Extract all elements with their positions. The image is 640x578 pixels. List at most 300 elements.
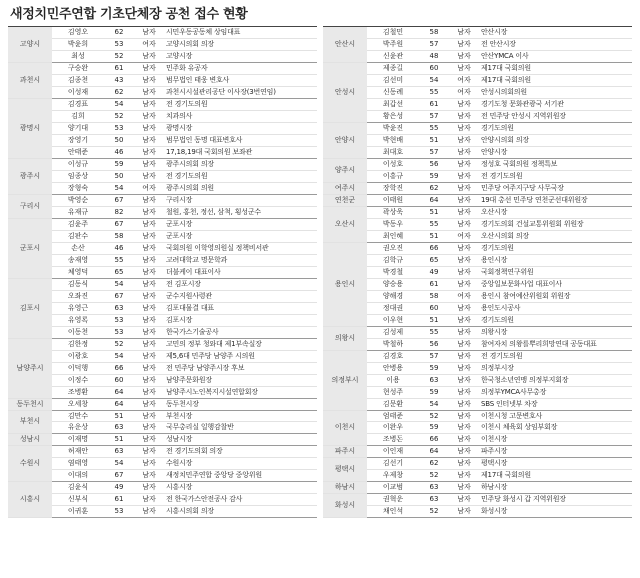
table-row — [8, 350, 317, 362]
age-cell: 52 — [104, 50, 134, 62]
region-cell: 동두천시 — [8, 398, 52, 410]
region-cell: 의정부시 — [323, 350, 367, 410]
gender-cell: 남자 — [134, 242, 164, 254]
name-cell: 장영기 — [52, 134, 104, 146]
region-cell: 여주시 — [323, 182, 367, 194]
gender-cell: 남자 — [134, 374, 164, 386]
gender-cell: 남자 — [134, 434, 164, 446]
gender-cell: 남자 — [134, 206, 164, 218]
region-cell: 수원시 — [8, 446, 52, 482]
career-cell: 군수지원사령관 — [164, 290, 317, 302]
career-cell: 민주화 유공자 — [164, 62, 317, 74]
name-cell: 이재명 — [52, 434, 104, 446]
career-cell: 시민우동공동체 상임대표 — [164, 27, 317, 39]
gender-cell: 남자 — [449, 134, 479, 146]
name-cell: 박현배 — [367, 134, 419, 146]
career-cell: 제17대 국회의원 — [479, 74, 632, 86]
table-row — [8, 458, 317, 470]
name-cell: 오좌진 — [52, 290, 104, 302]
table-row — [8, 50, 317, 62]
career-cell: 광명시장 — [164, 122, 317, 134]
gender-cell: 남자 — [449, 398, 479, 410]
gender-cell: 남자 — [134, 338, 164, 350]
age-cell: 66 — [419, 434, 449, 446]
table-row — [323, 122, 632, 134]
age-cell: 64 — [104, 386, 134, 398]
age-cell: 63 — [104, 422, 134, 434]
gender-cell: 남자 — [134, 254, 164, 266]
gender-cell: 남자 — [134, 110, 164, 122]
gender-cell: 남자 — [449, 434, 479, 446]
career-cell: 고양시장 — [164, 50, 317, 62]
career-cell: 이천시장 — [479, 434, 632, 446]
gender-cell: 남자 — [134, 86, 164, 98]
age-cell: 55 — [419, 326, 449, 338]
gender-cell: 남자 — [134, 134, 164, 146]
age-cell: 49 — [104, 482, 134, 494]
gender-cell: 남자 — [449, 206, 479, 218]
name-cell: 정대권 — [367, 302, 419, 314]
age-cell: 53 — [104, 38, 134, 50]
table-row — [8, 482, 317, 494]
age-cell: 57 — [419, 110, 449, 122]
table-row — [8, 86, 317, 98]
name-cell: 김영오 — [52, 27, 104, 39]
name-cell: 허재안 — [52, 446, 104, 458]
table-row — [323, 386, 632, 398]
table-row — [8, 206, 317, 218]
gender-cell: 남자 — [134, 278, 164, 290]
table-row — [8, 170, 317, 182]
name-cell: 김성제 — [367, 326, 419, 338]
age-cell: 51 — [419, 230, 449, 242]
table-row — [323, 398, 632, 410]
name-cell: 장학진 — [367, 182, 419, 194]
table-row — [323, 446, 632, 458]
table-row — [8, 218, 317, 230]
name-cell: 채인석 — [367, 506, 419, 518]
table-row — [323, 38, 632, 50]
region-cell: 김포시 — [8, 278, 52, 338]
career-cell: 더불케이 대표이사 — [164, 266, 317, 278]
gender-cell: 남자 — [134, 146, 164, 158]
table-row — [8, 278, 317, 290]
region-cell: 의왕시 — [323, 326, 367, 350]
table-row — [8, 494, 317, 506]
table-row — [8, 230, 317, 242]
career-cell: 부천시장 — [164, 410, 317, 422]
name-cell: 이덕행 — [52, 362, 104, 374]
name-cell: 권혁운 — [367, 494, 419, 506]
age-cell: 59 — [104, 158, 134, 170]
gender-cell: 여자 — [134, 182, 164, 194]
table-row — [323, 182, 632, 194]
gender-cell: 남자 — [134, 50, 164, 62]
gender-cell: 남자 — [134, 218, 164, 230]
gender-cell: 남자 — [449, 422, 479, 434]
table-row — [8, 158, 317, 170]
table-row — [323, 350, 632, 362]
name-cell: 유영록 — [52, 314, 104, 326]
region-cell: 오산시 — [323, 206, 367, 242]
age-cell: 65 — [419, 254, 449, 266]
table-row — [323, 74, 632, 86]
gender-cell: 남자 — [134, 482, 164, 494]
gender-cell: 남자 — [449, 494, 479, 506]
name-cell: 유재규 — [52, 206, 104, 218]
age-cell: 66 — [104, 362, 134, 374]
career-cell: 전 경기도의원 — [164, 170, 317, 182]
name-cell: 이완우 — [367, 422, 419, 434]
gender-cell: 여자 — [449, 86, 479, 98]
career-cell: 동두천시장 — [164, 398, 317, 410]
name-cell: 송재영 — [52, 254, 104, 266]
region-cell: 남양주시 — [8, 338, 52, 398]
name-cell: 권오진 — [367, 242, 419, 254]
career-cell: 의정부시장 — [479, 362, 632, 374]
age-cell: 60 — [419, 62, 449, 74]
table-row — [323, 338, 632, 350]
career-cell: 경기도의원 — [479, 122, 632, 134]
name-cell: 박주원 — [367, 38, 419, 50]
table-row — [8, 422, 317, 434]
gender-cell: 남자 — [449, 362, 479, 374]
career-cell: 고민의 정부 청와대 제1부속실장 — [164, 338, 317, 350]
table-row — [8, 134, 317, 146]
career-cell: 전 김포시장 — [164, 278, 317, 290]
name-cell: 이태원 — [367, 194, 419, 206]
age-cell: 62 — [104, 27, 134, 39]
name-cell: 이동천 — [52, 326, 104, 338]
career-cell: 화성시장 — [479, 506, 632, 518]
table-row — [323, 374, 632, 386]
age-cell: 57 — [419, 350, 449, 362]
table-row — [323, 110, 632, 122]
age-cell: 51 — [104, 410, 134, 422]
name-cell: 이정수 — [52, 374, 104, 386]
career-cell: 안양시장 — [479, 146, 632, 158]
age-cell: 67 — [104, 470, 134, 482]
age-cell: 55 — [104, 254, 134, 266]
table-row — [323, 86, 632, 98]
gender-cell: 남자 — [449, 350, 479, 362]
career-cell: 범무법인 태웅 변호사 — [164, 74, 317, 86]
gender-cell: 남자 — [134, 326, 164, 338]
age-cell: 57 — [419, 146, 449, 158]
table-row — [323, 230, 632, 242]
table-row — [323, 242, 632, 254]
age-cell: 54 — [104, 350, 134, 362]
career-cell: 전 경기도의회 의장 — [164, 446, 317, 458]
career-cell: 광주시의회 의장 — [164, 158, 317, 170]
table-row — [8, 182, 317, 194]
name-cell: 박경철 — [367, 266, 419, 278]
name-cell: 이교범 — [367, 482, 419, 494]
name-cell: 김철민 — [367, 27, 419, 39]
name-cell: 김선미 — [367, 74, 419, 86]
career-cell: 민주당 화성시 갑 지역위원장 — [479, 494, 632, 506]
career-cell: 경기도의원 — [479, 242, 632, 254]
career-cell: 하남시장 — [479, 482, 632, 494]
career-cell: 19대 총선 민주당 연천군선대위원장 — [479, 194, 632, 206]
table-row — [8, 446, 317, 458]
age-cell: 65 — [104, 266, 134, 278]
name-cell: 손산 — [52, 242, 104, 254]
name-cell: 임종상 — [52, 170, 104, 182]
career-cell: 오산시의회 의장 — [479, 230, 632, 242]
table-row — [323, 290, 632, 302]
region-cell: 화성시 — [323, 494, 367, 518]
name-cell: 박영순 — [52, 194, 104, 206]
region-cell: 시흥시 — [8, 482, 52, 518]
table-row — [8, 62, 317, 74]
gender-cell: 남자 — [134, 158, 164, 170]
career-cell: 의왕시장 — [479, 326, 632, 338]
name-cell: 박윤희 — [52, 38, 104, 50]
age-cell: 53 — [104, 122, 134, 134]
name-cell: 유운상 — [52, 422, 104, 434]
name-cell: 장형숙 — [52, 182, 104, 194]
age-cell: 52 — [104, 110, 134, 122]
gender-cell: 남자 — [134, 494, 164, 506]
age-cell: 61 — [419, 278, 449, 290]
age-cell: 56 — [419, 338, 449, 350]
career-cell: 안성시의회의원 — [479, 86, 632, 98]
region-cell: 하남시 — [323, 482, 367, 494]
age-cell: 55 — [419, 86, 449, 98]
table-row — [323, 470, 632, 482]
region-cell: 용인시 — [323, 242, 367, 326]
name-cell: 구승완 — [52, 62, 104, 74]
age-cell: 54 — [104, 98, 134, 110]
gender-cell: 남자 — [449, 386, 479, 398]
career-cell: 안산YMCA 이사 — [479, 50, 632, 62]
gender-cell: 남자 — [449, 110, 479, 122]
region-cell: 안산시 — [323, 27, 367, 63]
table-row — [323, 494, 632, 506]
career-cell: 철원, 홍천, 정선, 삼척, 횡성군수 — [164, 206, 317, 218]
table-row — [323, 482, 632, 494]
age-cell: 62 — [104, 86, 134, 98]
age-cell: 64 — [104, 398, 134, 410]
table-row — [323, 302, 632, 314]
career-cell: 국회정책연구위원 — [479, 266, 632, 278]
gender-cell: 남자 — [134, 458, 164, 470]
table-row — [8, 302, 317, 314]
career-cell: 이천시 체육회 상임부회장 — [479, 422, 632, 434]
gender-cell: 남자 — [449, 122, 479, 134]
table-row — [8, 362, 317, 374]
table-row — [323, 27, 632, 39]
career-cell: 남양주문화원장 — [164, 374, 317, 386]
career-cell: 제17대 국회의원 — [479, 62, 632, 74]
age-cell: 59 — [419, 386, 449, 398]
gender-cell: 남자 — [449, 326, 479, 338]
name-cell: 신윤관 — [367, 50, 419, 62]
age-cell: 55 — [419, 122, 449, 134]
career-cell: 새정치민주연합 중앙당 중앙위원 — [164, 470, 317, 482]
name-cell: 이인재 — [367, 446, 419, 458]
applicant-table-left — [8, 26, 317, 518]
gender-cell: 남자 — [134, 398, 164, 410]
gender-cell: 남자 — [134, 506, 164, 518]
career-cell: 김포대물결 대표 — [164, 302, 317, 314]
career-cell: 중앙일보문화사업 대표이사 — [479, 278, 632, 290]
name-cell: 김학규 — [367, 254, 419, 266]
career-cell: 제17대 국회의원 — [479, 470, 632, 482]
career-cell: 경기도의회 건설교통위원회 위원장 — [479, 218, 632, 230]
age-cell: 58 — [419, 27, 449, 39]
career-cell: 참여자치 의왕를뿌리희망연대 공동대표 — [479, 338, 632, 350]
career-cell: 김포시장 — [164, 314, 317, 326]
name-cell: 이대의 — [52, 470, 104, 482]
region-cell: 성남시 — [8, 434, 52, 446]
gender-cell: 남자 — [449, 482, 479, 494]
table-row — [323, 266, 632, 278]
name-cell: 김경호 — [367, 350, 419, 362]
table-row — [8, 338, 317, 350]
career-cell: 민주당 여주지구당 사무국장 — [479, 182, 632, 194]
name-cell: 오세창 — [52, 398, 104, 410]
age-cell: 58 — [104, 230, 134, 242]
gender-cell: 남자 — [134, 290, 164, 302]
age-cell: 48 — [419, 50, 449, 62]
gender-cell: 남자 — [134, 74, 164, 86]
region-cell: 광명시 — [8, 98, 52, 158]
age-cell: 46 — [104, 242, 134, 254]
region-cell: 구리시 — [8, 194, 52, 218]
gender-cell: 남자 — [449, 410, 479, 422]
name-cell: 김만수 — [52, 410, 104, 422]
name-cell: 체영덕 — [52, 266, 104, 278]
career-cell: 시흥시의회 의장 — [164, 506, 317, 518]
age-cell: 63 — [419, 374, 449, 386]
region-cell: 평택시 — [323, 458, 367, 482]
career-cell: 오산시장 — [479, 206, 632, 218]
table-row — [8, 194, 317, 206]
age-cell: 59 — [419, 422, 449, 434]
name-cell: 김선기 — [367, 458, 419, 470]
name-cell: 김경표 — [52, 98, 104, 110]
career-cell: 군포시장 — [164, 230, 317, 242]
page-title: 새정치민주연합 기초단체장 공천 접수 현황 — [10, 7, 248, 22]
name-cell: 제종길 — [367, 62, 419, 74]
age-cell: 52 — [419, 470, 449, 482]
gender-cell: 남자 — [449, 314, 479, 326]
gender-cell: 남자 — [449, 218, 479, 230]
table-row — [8, 290, 317, 302]
name-cell: 유영근 — [52, 302, 104, 314]
table-row — [323, 218, 632, 230]
age-cell: 66 — [419, 242, 449, 254]
gender-cell: 여자 — [449, 74, 479, 86]
career-cell: SBS 인터넷부 차장 — [479, 398, 632, 410]
age-cell: 52 — [419, 410, 449, 422]
name-cell: 김한정 — [52, 338, 104, 350]
name-cell: 이우현 — [367, 314, 419, 326]
age-cell: 67 — [104, 290, 134, 302]
age-cell: 64 — [419, 446, 449, 458]
gender-cell: 남자 — [449, 98, 479, 110]
age-cell: 67 — [104, 194, 134, 206]
gender-cell: 남자 — [449, 266, 479, 278]
gender-cell: 남자 — [449, 146, 479, 158]
age-cell: 59 — [419, 362, 449, 374]
table-row — [8, 398, 317, 410]
region-cell: 부천시 — [8, 410, 52, 434]
age-cell: 54 — [104, 458, 134, 470]
name-cell: 김윤식 — [52, 482, 104, 494]
gender-cell: 남자 — [449, 50, 479, 62]
table-row — [8, 98, 317, 110]
career-cell: 한국가스기술공사 — [164, 326, 317, 338]
name-cell: 최인혜 — [367, 230, 419, 242]
career-cell: 한국청소년연맹 의정부지회장 — [479, 374, 632, 386]
region-cell: 양주시 — [323, 158, 367, 182]
gender-cell: 남자 — [449, 182, 479, 194]
career-cell: 전 한국가스안전공사 감사 — [164, 494, 317, 506]
gender-cell: 남자 — [134, 266, 164, 278]
age-cell: 63 — [104, 302, 134, 314]
table-row — [323, 362, 632, 374]
table-row — [323, 458, 632, 470]
age-cell: 56 — [419, 158, 449, 170]
age-cell: 61 — [104, 62, 134, 74]
name-cell: 김판수 — [52, 230, 104, 242]
name-cell: 최갑선 — [367, 98, 419, 110]
gender-cell: 남자 — [449, 38, 479, 50]
age-cell: 60 — [104, 374, 134, 386]
table-row — [323, 506, 632, 518]
table-row — [323, 62, 632, 74]
table-row — [323, 194, 632, 206]
age-cell: 46 — [104, 146, 134, 158]
name-cell: 조병돈 — [367, 434, 419, 446]
age-cell: 51 — [419, 314, 449, 326]
age-cell: 54 — [104, 182, 134, 194]
career-cell: 전 경기도의원 — [164, 98, 317, 110]
age-cell: 61 — [104, 494, 134, 506]
career-cell: 의정부YMCA사무총장 — [479, 386, 632, 398]
region-cell: 안양시 — [323, 122, 367, 158]
table-row — [8, 146, 317, 158]
age-cell: 52 — [104, 338, 134, 350]
age-cell: 49 — [419, 266, 449, 278]
career-cell: 전 민주당 남양주시장 후보 — [164, 362, 317, 374]
age-cell: 62 — [419, 458, 449, 470]
age-cell: 53 — [104, 326, 134, 338]
career-cell: 고려대학교 명문학과 — [164, 254, 317, 266]
name-cell: 김희 — [52, 110, 104, 122]
career-cell: 시흥시장 — [164, 482, 317, 494]
gender-cell: 남자 — [449, 62, 479, 74]
career-cell: 수원시장 — [164, 458, 317, 470]
career-cell: 파주시장 — [479, 446, 632, 458]
name-cell: 조병환 — [52, 386, 104, 398]
table-row — [8, 74, 317, 86]
age-cell: 58 — [419, 290, 449, 302]
table-row — [8, 254, 317, 266]
gender-cell: 남자 — [134, 470, 164, 482]
gender-cell: 남자 — [134, 98, 164, 110]
table-row — [323, 50, 632, 62]
table-row — [8, 374, 317, 386]
age-cell: 57 — [419, 38, 449, 50]
age-cell: 67 — [104, 218, 134, 230]
applicant-table-right — [323, 26, 632, 518]
table-row — [8, 386, 317, 398]
name-cell: 황은성 — [367, 110, 419, 122]
